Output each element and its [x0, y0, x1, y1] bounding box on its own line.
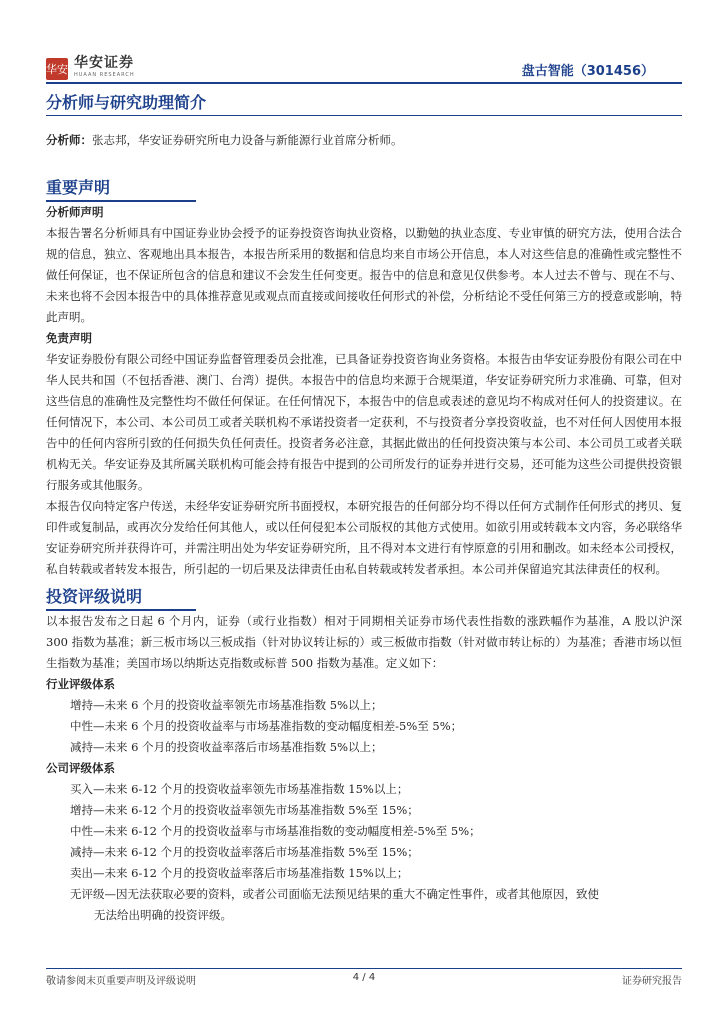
- no-rating-item-continued: 无法给出明确的投资评级。: [94, 908, 232, 922]
- stock-name: 盘古智能（301456）: [521, 64, 654, 79]
- analyst-statement-title: 分析师声明: [46, 205, 104, 219]
- analyst-intro: [46, 130, 682, 151]
- industry-rating-title: 行业评级体系: [46, 677, 115, 691]
- no-rating-item: 无评级—因无法获取必要的资料，或者公司面临无法预见结果的重大不确定性事件，或者其他原因，致使: [70, 887, 599, 901]
- industry-rating-item: 中性—未来 6 个月的投资收益率与市场基准指数的变动幅度相差-5%至 5%；: [70, 719, 463, 733]
- exemption-paragraph-1: 华安证券股份有限公司经中国证券监督管理委员会批准，已具备证券投资咨询业务资格。本报告由华安证券股份有限公司在中华人民共和国（不包括香港、澳门、台湾）提供。本报告中的信息均来源于合规渠道，华安证券研究所力求准确、可靠，但对这些信息的准确性及完整性均不做任何保证。在任何情况下，本报告中的信息或表述的意见均不构成对任何人的投资建议。在任何情况下，本公司、本公司员工或者关联机构不承诺投资者一定获利，不与投资者分享投资收益，也不对任何人因使用本报告中的任何内容所引致的任何损失负任何责任。投资者务必注意，其据此做出的任何投资决策与本公司、本公司员工或者关联机构无关。华安证券及其所属关联机构可能会持有报告中提到的公司所发行的证券并进行交易，还可能为这些公司提供投资银行服务或其他服务。: [46, 352, 682, 492]
- company-logo: [46, 56, 135, 80]
- company-rating-item: 减持—未来 6-12 个月的投资收益率落后市场基准指数 5%至 15%；: [70, 845, 419, 859]
- industry-rating-item: 减持—未来 6 个月的投资收益率落后市场基准指数 5%以上；: [70, 740, 383, 754]
- company-rating-item: 卖出—未来 6-12 个月的投资收益率落后市场基准指数 15%以上；: [70, 866, 409, 880]
- company-rating-item: 买入—未来 6-12 个月的投资收益率领先市场基准指数 15%以上；: [70, 782, 409, 796]
- company-rating-item: 增持—未来 6-12 个月的投资收益率领先市场基准指数 5%至 15%；: [70, 803, 419, 817]
- logo-name: 华安证券: [74, 55, 134, 71]
- page-number: 4 / 4: [352, 972, 376, 983]
- rating-title: 投资评级说明: [46, 587, 143, 606]
- analyst-label: 分析师：: [46, 133, 92, 147]
- footer-divider: [46, 968, 682, 969]
- exemption-paragraph-2: 本报告仅向特定客户传送，未经华安证券研究所书面授权，本研究报告的任何部分均不得以任何方式制作任何形式的拷贝、复印件或复制品，或再次分发给任何其他人，或以任何侵犯本公司版权的其他方式使用。如欲引用或转载本文内容，务必联络华安证券研究所并获得许可，并需注明出处为华安证券研究所，且不得对本文进行有悖原意的引用和删改。如未经本公司授权，私自转载或者转发本报告，所引起的一切后果及法律责任由私自转载或转发者承担。本公司并保留追究其法律责任的权利。: [46, 499, 682, 576]
- logo-english: HUAAN RESEARCH: [74, 72, 135, 78]
- analyst-statement: 本报告署名分析师具有中国证券业协会授予的证券投资咨询执业资格，以勤勉的执业态度、专业审慎的研究方法，使用合法合规的信息，独立、客观地出具本报告，本报告所采用的数据和信息均来自市场公开信息，本人对这些信息的准确性或完整性不做任何保证，也不保证所包含的信息和建议不会发生任何变更。报告中的信息和意见仅供参考。本人过去不曾与、现在不与、未来也将不会因本报告中的具体推荐意见或观点而直接或间接收任何形式的补偿，分析结论不受任何第三方的授意或影响，特此声明。: [46, 226, 682, 324]
- company-rating-item: 中性—未来 6-12 个月的投资收益率与市场基准指数的变动幅度相差-5%至 5%；: [70, 824, 481, 838]
- footer-note: 敬请参阅末页重要声明及评级说明: [46, 976, 196, 987]
- analyst-section-title: 分析师与研究助理简介: [46, 92, 682, 116]
- report-type: 证券研究报告: [622, 976, 682, 987]
- industry-rating-item: 增持—未来 6 个月的投资收益率领先市场基准指数 5%以上；: [70, 698, 383, 712]
- company-rating-title: 公司评级体系: [46, 761, 115, 775]
- rating-intro: 以本报告发布之日起 6 个月内，证券（或行业指数）相对于同期相关证券市场代表性指数的涨跌幅作为基准，A 股以沪深 300 指数为基准；新三板市场以三板成指（针对协议转让标的）或三板做市指数（针对做市转让标的）为基准；香港市场以恒生指数为基准；美国市场以纳斯达克指数或标普 500 指数为基准。定义如下：: [46, 614, 682, 670]
- exemption-title: 免责声明: [46, 331, 92, 345]
- page-content: [46, 88, 682, 926]
- header-divider: [46, 82, 682, 84]
- analyst-text: 张志邦，华安证券研究所电力设备与新能源行业首席分析师。: [92, 133, 403, 147]
- disclaimer-title: 重要声明: [46, 178, 111, 197]
- logo-seal-icon: 华安: [46, 58, 68, 80]
